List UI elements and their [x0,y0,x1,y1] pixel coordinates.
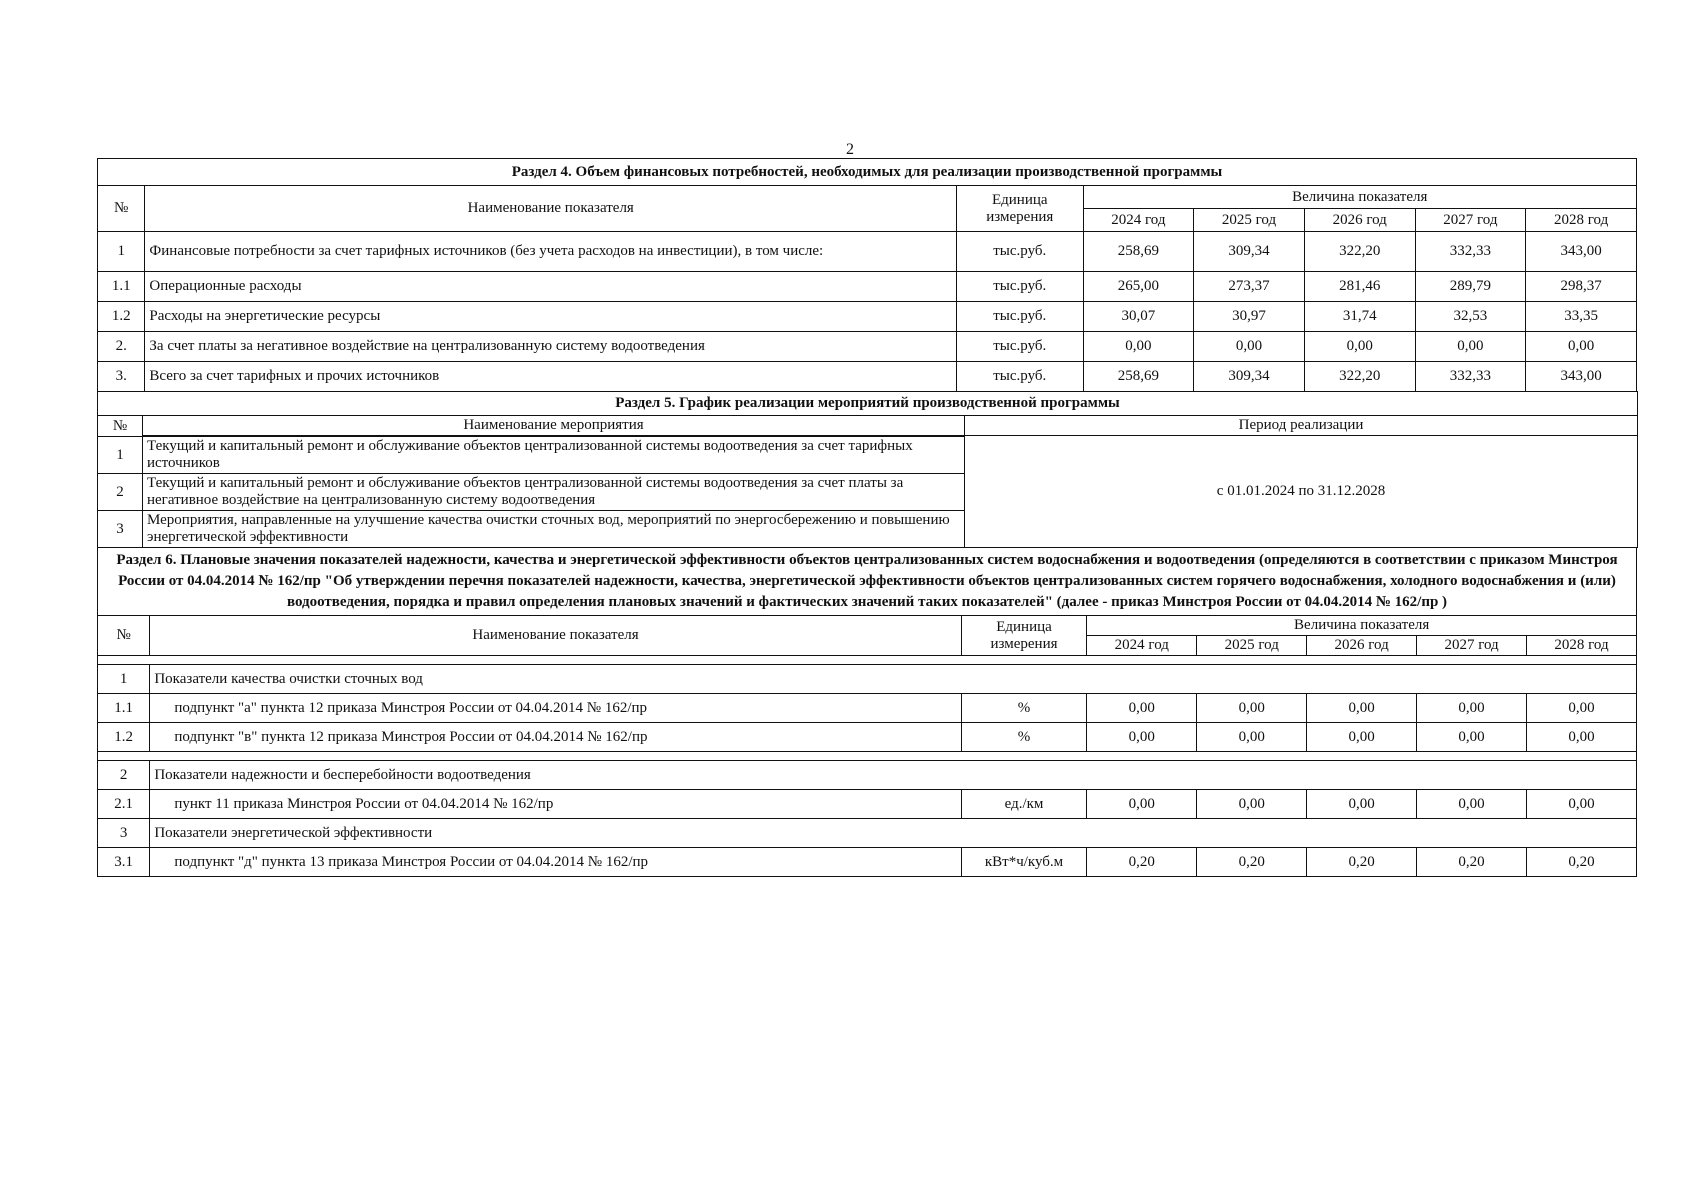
col-value-header: Величина показателя [1083,186,1636,209]
row-value: 273,37 [1194,272,1305,302]
row-number: 1 [98,232,145,272]
col-value-header: Величина показателя [1087,616,1637,636]
col-name-header: Наименование мероприятия [143,416,965,436]
spacer-row [98,752,1637,761]
section6-title: Раздел 6. Плановые значения показателей надежности, качества и энергетической эффективности объектов централизованных систем водоснабжения и водоотведения (определяются в соответствии с приказом Минстроя России от 04.04.2014 № 162/пр "Об утверждении перечня показателей надежности, качества, энергетической эффективности объектов централизованных систем горячего водоснабжения, холодного водоснабжения и (или) водоотведения, порядка и правил определения плановых значений и фактических значений таких показателей" (далее - приказ Минстроя России от 04.04.2014 № 162/пр ) [98,548,1637,616]
row-value: 0,00 [1197,723,1307,752]
row-value: 0,20 [1417,848,1527,877]
row-value: 0,00 [1307,723,1417,752]
row-number: 1.2 [98,302,145,332]
row-value: 0,00 [1307,694,1417,723]
col-unit-header: Единица измерения [961,616,1087,656]
row-number: 1.1 [98,694,150,723]
row-unit: ед./км [961,790,1087,819]
row-value: 258,69 [1083,362,1194,392]
group-row [98,819,1637,848]
year-header: 2026 год [1307,636,1417,656]
group-name: Показатели надежности и бесперебойности водоотведения [150,761,1637,790]
row-value: 258,69 [1083,232,1194,272]
row-value: 265,00 [1083,272,1194,302]
year-header: 2025 год [1194,209,1305,232]
row-name: Мероприятия, направленные на улучшение качества очистки сточных вод, мероприятий по энергосбережению и повышению энергетической эффективности [143,511,965,548]
row-name: пункт 11 приказа Минстроя России от 04.04.2014 № 162/пр [150,790,961,819]
year-header: 2024 год [1087,636,1197,656]
row-number: 1.2 [98,723,150,752]
row-unit: тыс.руб. [957,232,1083,272]
row-value: 0,20 [1087,848,1197,877]
row-name: Финансовые потребности за счет тарифных источников (без учета расходов на инвестиции), в том числе: [145,232,957,272]
row-value: 343,00 [1526,232,1637,272]
year-header: 2028 год [1527,636,1637,656]
row-number: 3. [98,362,145,392]
col-no-header: № [98,616,150,656]
row-value: 0,00 [1087,694,1197,723]
row-name: Текущий и капитальный ремонт и обслуживание объектов централизованной системы водоотведения за счет тарифных источников [143,437,965,474]
group-number: 2 [98,761,150,790]
row-value: 309,34 [1194,232,1305,272]
row-value: 0,00 [1526,332,1637,362]
table-row [98,362,1637,392]
group-number: 3 [98,819,150,848]
row-name: подпункт "д" пункта 13 приказа Минстроя России от 04.04.2014 № 162/пр [150,848,961,877]
row-name: Операционные расходы [145,272,957,302]
document-body [97,158,1637,877]
table-row [98,848,1637,877]
row-value: 343,00 [1526,362,1637,392]
row-value: 322,20 [1304,362,1415,392]
section6-table [97,547,1637,877]
group-number: 1 [98,665,150,694]
row-value: 0,00 [1417,790,1527,819]
year-header: 2028 год [1526,209,1637,232]
row-value: 0,00 [1197,694,1307,723]
group-row [98,761,1637,790]
col-period-header: Период реализации [965,416,1638,436]
row-number: 3 [98,511,143,548]
row-number: 2.1 [98,790,150,819]
row-name: подпункт "в" пункта 12 приказа Минстроя России от 04.04.2014 № 162/пр [150,723,961,752]
row-value: 0,00 [1087,723,1197,752]
row-value: 309,34 [1194,362,1305,392]
table-row [98,790,1637,819]
row-value: 0,00 [1417,694,1527,723]
row-value: 0,00 [1415,332,1526,362]
group-name: Показатели качества очистки сточных вод [150,665,1637,694]
row-number: 3.1 [98,848,150,877]
row-value: 31,74 [1304,302,1415,332]
year-header: 2026 год [1304,209,1415,232]
row-value: 0,00 [1087,790,1197,819]
col-no-header: № [98,186,145,232]
group-row [98,665,1637,694]
row-name: подпункт "а" пункта 12 приказа Минстроя России от 04.04.2014 № 162/пр [150,694,961,723]
table-row [98,302,1637,332]
row-unit: кВт*ч/куб.м [961,848,1087,877]
row-value: 0,20 [1197,848,1307,877]
year-header: 2027 год [1415,209,1526,232]
year-header: 2027 год [1417,636,1527,656]
table-row [98,232,1637,272]
row-name: Расходы на энергетические ресурсы [145,302,957,332]
row-value: 30,07 [1083,302,1194,332]
row-number: 2. [98,332,145,362]
row-value: 281,46 [1304,272,1415,302]
row-value: 322,20 [1304,232,1415,272]
row-value: 0,00 [1304,332,1415,362]
row-unit: тыс.руб. [957,362,1083,392]
row-number: 2 [98,474,143,511]
row-value: 289,79 [1415,272,1526,302]
row-value: 32,53 [1415,302,1526,332]
row-value: 33,35 [1526,302,1637,332]
section4-title: Раздел 4. Объем финансовых потребностей, необходимых для реализации производственной программы [98,159,1637,186]
table-row [98,723,1637,752]
row-number: 1 [98,437,143,474]
row-value: 0,00 [1197,790,1307,819]
row-unit: тыс.руб. [957,272,1083,302]
spacer-row [98,656,1637,665]
row-value: 0,00 [1194,332,1305,362]
col-name-header: Наименование показателя [145,186,957,232]
row-unit: % [961,723,1087,752]
row-value: 0,00 [1527,790,1637,819]
section4-table [97,158,1637,392]
row-value: 0,00 [1527,694,1637,723]
row-value: 0,00 [1083,332,1194,362]
section5-table [97,391,1638,548]
table-row [98,332,1637,362]
row-name: Всего за счет тарифных и прочих источников [145,362,957,392]
page-number: 2 [846,141,854,158]
col-name-header: Наименование показателя [150,616,961,656]
period-value: с 01.01.2024 по 31.12.2028 [965,436,1638,548]
row-value: 30,97 [1194,302,1305,332]
row-name: За счет платы за негативное воздействие на централизованную систему водоотведения [145,332,957,362]
section5-title: Раздел 5. График реализации мероприятий производственной программы [98,392,1638,416]
group-name: Показатели энергетической эффективности [150,819,1637,848]
row-value: 0,20 [1527,848,1637,877]
row-number: 1.1 [98,272,145,302]
row-value: 332,33 [1415,232,1526,272]
row-value: 298,37 [1526,272,1637,302]
year-header: 2024 год [1083,209,1194,232]
row-value: 0,00 [1307,790,1417,819]
row-unit: тыс.руб. [957,332,1083,362]
row-name: Текущий и капитальный ремонт и обслуживание объектов централизованной системы водоотведения за счет платы за негативное воздействие на централизованную систему водоотведения [143,474,965,511]
col-no-header: № [98,416,143,437]
col-unit-header: Единица измерения [957,186,1083,232]
row-value: 0,00 [1527,723,1637,752]
table-row [98,272,1637,302]
row-unit: тыс.руб. [957,302,1083,332]
row-value: 0,00 [1417,723,1527,752]
row-value: 332,33 [1415,362,1526,392]
year-header: 2025 год [1197,636,1307,656]
table-row [98,694,1637,723]
row-value: 0,20 [1307,848,1417,877]
row-unit: % [961,694,1087,723]
